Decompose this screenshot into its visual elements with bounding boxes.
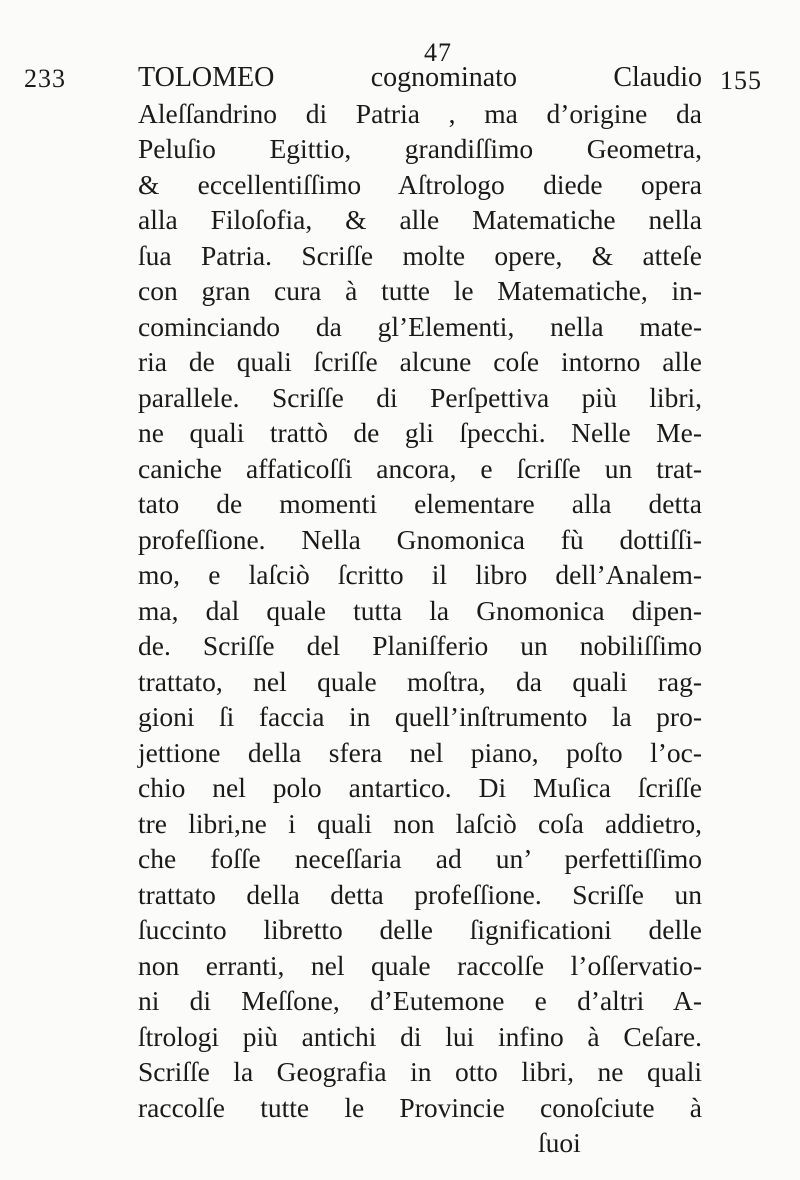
- text-line: ma, dal quale tutta la Gnomonica dipen-: [138, 594, 702, 626]
- page-number: 47: [424, 38, 452, 67]
- text-line: che foſſe neceſſaria ad un’ perfettiſſimo: [138, 843, 702, 874]
- text-line: TOLOMEO cognominato Claudio: [138, 62, 702, 93]
- text-line: trattato della detta profeſſione. Scriſſe un: [138, 878, 702, 910]
- text-line: gioni ſi faccia in quell’inſtrumento la pro-: [138, 701, 702, 732]
- text-line: Scriſſe la Geografia in otto libri, ne quali: [138, 1056, 702, 1087]
- text-line: mo, e laſciò ſcritto il libro dell’Analem-: [138, 559, 702, 590]
- text-line: non erranti, nel quale raccolſe l’oſſervatio-: [138, 949, 702, 981]
- text-line: ſuccinto libretto delle ſignificationi delle: [138, 914, 702, 945]
- text-line: de. Scriſſe del Planiſferio un nobiliſſimo: [138, 630, 702, 661]
- margin-number-right: 155: [720, 66, 762, 95]
- margin-number-left: 233: [24, 64, 66, 93]
- text-line: Peluſio Egittio, grandiſſimo Geometra,: [138, 133, 702, 164]
- text-line: raccolſe tutte le Provincie conoſciute à: [138, 1091, 702, 1123]
- text-line: trattato, nel quale moſtra, da quali rag-: [138, 665, 702, 697]
- text-line: jettione della sfera nel piano, poſto l’oc-: [138, 736, 702, 768]
- text-line: tre libri,ne i quali non laſciò coſa addietro,: [138, 807, 702, 839]
- text-line: alla Filoſofia, & alle Matematiche nella: [138, 204, 702, 235]
- text-line: ſua Patria. Scriſſe molte opere, & atteſe: [138, 239, 702, 271]
- catchword: ſuoi: [538, 1127, 581, 1158]
- text-line: caniche affaticoſſi ancora, e ſcriſſe un trat-: [138, 452, 702, 484]
- text-line: profeſſione. Nella Gnomonica fù dottiſſi-: [138, 523, 702, 555]
- text-line: tato de momenti elementare alla detta: [138, 488, 702, 519]
- text-line: ſtrologi più antichi di lui infino à Ceſare.: [138, 1020, 702, 1052]
- text-line: & eccellentiſſimo Aſtrologo diede opera: [138, 168, 702, 200]
- text-block: [138, 60, 702, 1161]
- text-line: cominciando da gl’Elementi, nella mate-: [138, 310, 702, 342]
- text-line: chio nel polo antartico. Di Muſica ſcriſſe: [138, 772, 702, 803]
- text-line: con gran cura à tutte le Matematiche, in-: [138, 275, 702, 306]
- text-line: ni di Meſſone, d’Eutemone e d’altri A-: [138, 985, 702, 1016]
- text-line: Aleſſandrino di Patria , ma d’origine da: [138, 97, 702, 129]
- text-line: ria de quali ſcriſſe alcune coſe intorno alle: [138, 346, 702, 377]
- text-line: parallele. Scriſſe di Perſpettiva più libri,: [138, 381, 702, 413]
- text-line: ne quali trattò de gli ſpecchi. Nelle Me-: [138, 417, 702, 448]
